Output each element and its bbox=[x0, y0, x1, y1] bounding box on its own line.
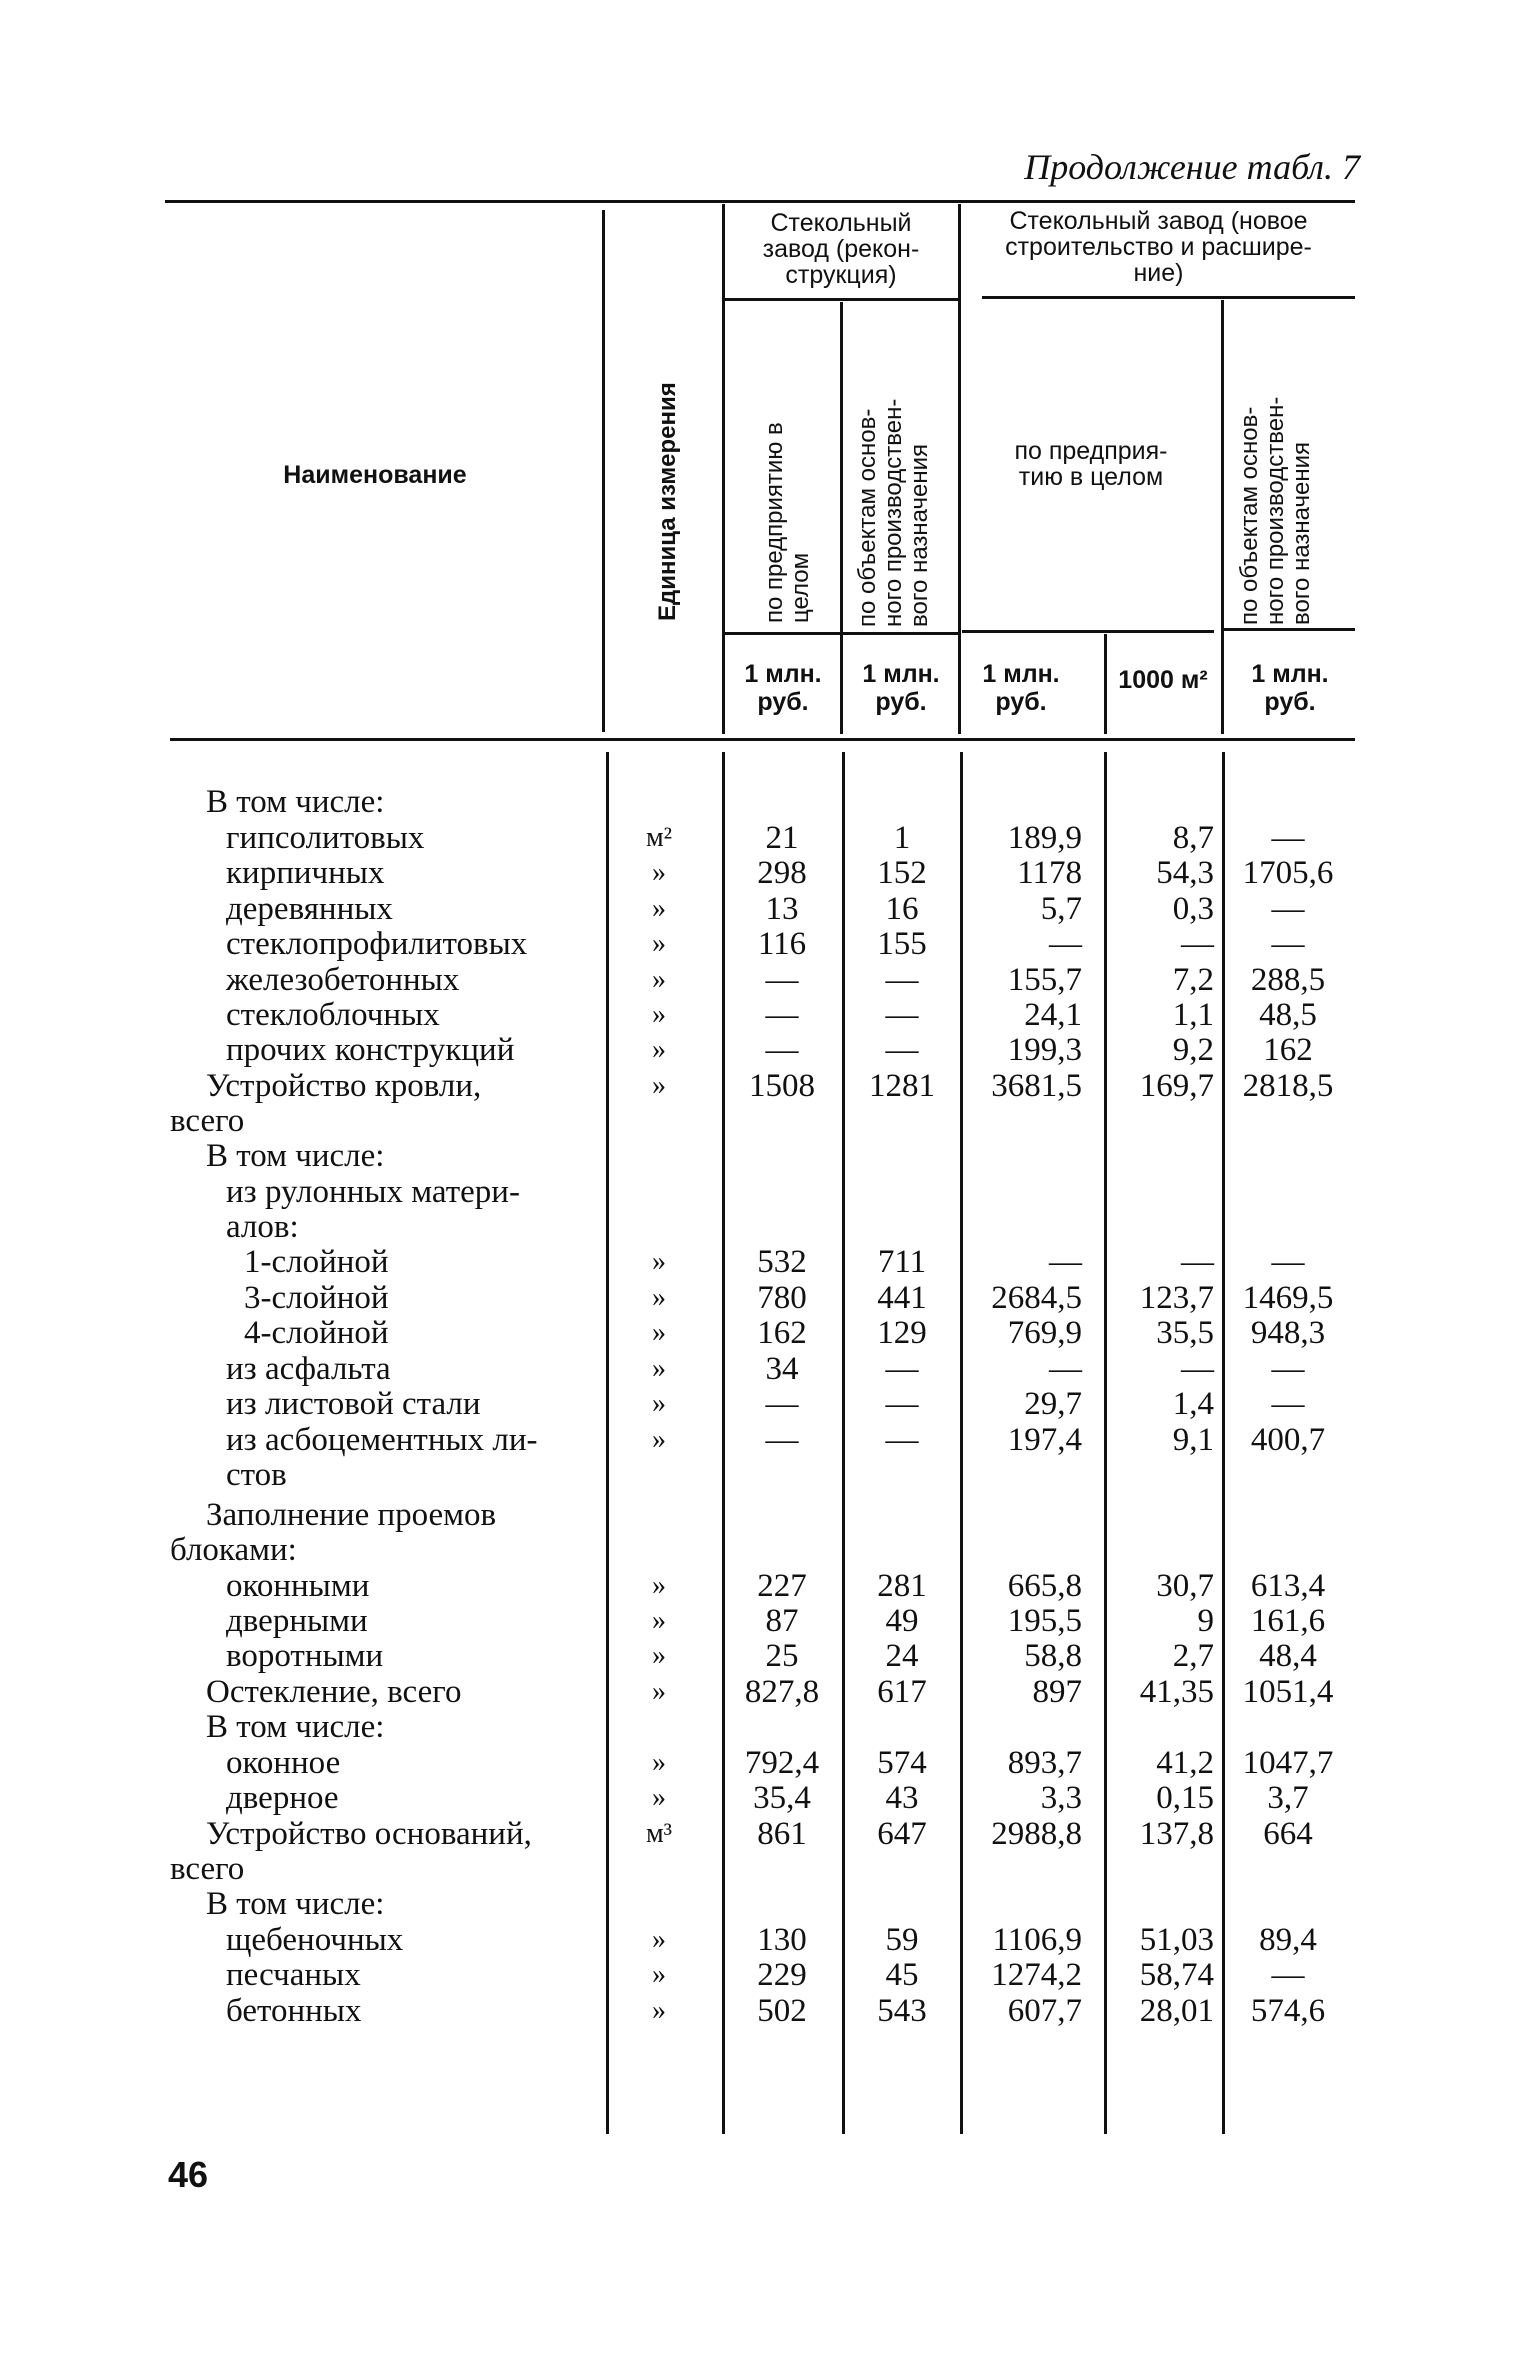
row-name: оконное bbox=[226, 1745, 341, 1781]
row-name: из рулонных матери- bbox=[226, 1174, 520, 1210]
row-name: стов bbox=[226, 1457, 287, 1493]
row-value-2: 155 bbox=[877, 926, 927, 962]
table-row bbox=[0, 1780, 1536, 1816]
row-unit: м² bbox=[645, 822, 673, 853]
row-value-2: — bbox=[885, 1032, 919, 1068]
header-vline-g2 bbox=[958, 204, 961, 734]
row-name: Остекление, всего bbox=[206, 1674, 462, 1710]
row-name: В том числе: bbox=[206, 784, 385, 820]
row-value-5: 48,5 bbox=[1259, 997, 1317, 1033]
row-unit: » bbox=[652, 964, 666, 995]
group2-underline bbox=[982, 296, 1355, 299]
group2-header: Стекольный завод (новое строительство и расшире- ние) bbox=[1005, 207, 1312, 287]
row-value-2: 617 bbox=[877, 1674, 927, 1710]
row-value-1: 532 bbox=[757, 1244, 807, 1280]
row-value-5: 1705,6 bbox=[1242, 855, 1334, 891]
row-unit: » bbox=[652, 999, 666, 1030]
row-value-4: 41,35 bbox=[1139, 1674, 1214, 1710]
row-unit: » bbox=[652, 1570, 666, 1601]
row-value-1: 21 bbox=[765, 820, 799, 856]
row-value-2: 45 bbox=[885, 1957, 919, 1993]
row-value-4: 58,74 bbox=[1139, 1957, 1214, 1993]
table-row bbox=[0, 1497, 1536, 1533]
row-unit: » bbox=[652, 1070, 666, 1101]
table-row bbox=[0, 1957, 1536, 1993]
header-bottom-rule bbox=[170, 738, 1355, 741]
row-unit: » bbox=[652, 1246, 666, 1277]
table-row bbox=[0, 1851, 1536, 1887]
row-value-2: 647 bbox=[877, 1816, 927, 1852]
row-value-1: 298 bbox=[757, 855, 807, 891]
row-value-2: 59 bbox=[885, 1922, 919, 1958]
table-caption: Продолжение табл. 7 bbox=[1024, 147, 1360, 187]
row-value-2: 24 bbox=[885, 1638, 919, 1674]
table-row bbox=[0, 1886, 1536, 1922]
table-row bbox=[0, 1568, 1536, 1604]
row-name: В том числе: bbox=[206, 1138, 385, 1174]
unit-header-5: 1 млн. руб. bbox=[1251, 660, 1329, 716]
row-value-1: 130 bbox=[757, 1922, 807, 1958]
row-value-3: 5,7 bbox=[1040, 891, 1082, 927]
row-name: стеклопрофилитовых bbox=[226, 926, 528, 962]
row-value-1: — bbox=[765, 1386, 799, 1422]
g1-sub2-header: по объектам основ- ного производствен- вого назначения bbox=[854, 398, 933, 627]
group1-header: Стекольный завод (рекон- струкция) bbox=[762, 209, 920, 289]
row-unit: » bbox=[652, 1353, 666, 1384]
unit-header-2: 1 млн. руб. bbox=[862, 660, 940, 716]
row-value-4: 2,7 bbox=[1172, 1638, 1214, 1674]
row-value-5: 664 bbox=[1263, 1816, 1313, 1852]
row-value-2: 1281 bbox=[869, 1068, 935, 1104]
row-value-1: 35,4 bbox=[753, 1780, 811, 1816]
row-unit: » bbox=[652, 1605, 666, 1636]
row-value-2: 441 bbox=[877, 1280, 927, 1316]
row-unit: м³ bbox=[645, 1818, 673, 1849]
row-value-1: 227 bbox=[757, 1568, 807, 1604]
row-unit: » bbox=[652, 1424, 666, 1455]
row-value-2: — bbox=[885, 1422, 919, 1458]
table-row bbox=[0, 1532, 1536, 1568]
row-unit: » bbox=[652, 1388, 666, 1419]
row-value-5: 48,4 bbox=[1259, 1638, 1317, 1674]
row-value-3: 897 bbox=[1032, 1674, 1082, 1710]
row-value-1: 25 bbox=[765, 1638, 799, 1674]
table-row bbox=[0, 855, 1536, 891]
row-value-3: 197,4 bbox=[1007, 1422, 1082, 1458]
row-value-4: 54,3 bbox=[1156, 855, 1214, 891]
row-value-3: — bbox=[1049, 1244, 1082, 1280]
row-name: 3-слойной bbox=[244, 1280, 389, 1316]
row-value-1: 861 bbox=[757, 1816, 807, 1852]
row-value-2: 49 bbox=[885, 1603, 919, 1639]
table-row bbox=[0, 1993, 1536, 2029]
row-unit: » bbox=[652, 1782, 666, 1813]
row-value-4: — bbox=[1181, 1244, 1214, 1280]
row-value-1: 162 bbox=[757, 1315, 807, 1351]
row-name: 4-слойной bbox=[244, 1315, 389, 1351]
table-row bbox=[0, 1674, 1536, 1710]
table-row bbox=[0, 1068, 1536, 1104]
row-value-2: 1 bbox=[893, 820, 911, 856]
table-row bbox=[0, 784, 1536, 820]
row-value-4: 8,7 bbox=[1172, 820, 1214, 856]
row-value-4: 1,1 bbox=[1172, 997, 1214, 1033]
row-value-3: 189,9 bbox=[1007, 820, 1082, 856]
row-value-4: 51,03 bbox=[1139, 1922, 1214, 1958]
unit-header-4: 1000 м² bbox=[1118, 666, 1208, 694]
row-value-3: 195,5 bbox=[1007, 1603, 1082, 1639]
table-row bbox=[0, 1816, 1536, 1852]
row-value-5: 288,5 bbox=[1250, 962, 1326, 998]
row-name: В том числе: bbox=[206, 1709, 385, 1745]
table-row bbox=[0, 1603, 1536, 1639]
row-value-5: 161,6 bbox=[1250, 1603, 1326, 1639]
row-value-3: 665,8 bbox=[1007, 1568, 1082, 1604]
g2-sub1-header: по предприя- тию в целом bbox=[1014, 437, 1168, 491]
row-value-3: 607,7 bbox=[1007, 1993, 1082, 2029]
row-value-1: 502 bbox=[757, 1993, 807, 2029]
row-value-4: 9 bbox=[1197, 1603, 1214, 1639]
table-row bbox=[0, 1138, 1536, 1174]
row-value-3: 3,3 bbox=[1040, 1780, 1082, 1816]
row-value-2: 574 bbox=[877, 1745, 927, 1781]
row-value-2: — bbox=[885, 997, 919, 1033]
row-value-1: 827,8 bbox=[744, 1674, 820, 1710]
row-name: всего bbox=[170, 1103, 245, 1139]
row-value-5: — bbox=[1271, 891, 1305, 927]
row-name: из асфальта bbox=[226, 1351, 391, 1387]
row-value-1: — bbox=[765, 962, 799, 998]
row-value-1: 34 bbox=[765, 1351, 799, 1387]
row-value-4: 7,2 bbox=[1172, 962, 1214, 998]
header-vline-name bbox=[602, 210, 605, 732]
row-unit: » bbox=[652, 1676, 666, 1707]
row-value-3: 199,3 bbox=[1007, 1032, 1082, 1068]
table-row bbox=[0, 1351, 1536, 1387]
table-row bbox=[0, 926, 1536, 962]
header-top-rule bbox=[165, 200, 1355, 203]
row-name: воротными bbox=[226, 1638, 384, 1674]
table-row bbox=[0, 1280, 1536, 1316]
row-name: из листовой стали bbox=[226, 1386, 481, 1422]
table-row bbox=[0, 891, 1536, 927]
row-value-5: 613,4 bbox=[1250, 1568, 1326, 1604]
row-value-3: 24,1 bbox=[1024, 997, 1082, 1033]
row-value-4: — bbox=[1181, 926, 1214, 962]
row-value-5: 89,4 bbox=[1259, 1922, 1317, 1958]
row-name: песчаных bbox=[226, 1957, 361, 1993]
row-value-4: 41,2 bbox=[1156, 1745, 1214, 1781]
row-name: деревянных bbox=[226, 891, 393, 927]
row-value-3: 2684,5 bbox=[991, 1280, 1082, 1316]
row-name: Заполнение проемов bbox=[206, 1497, 497, 1533]
row-value-2: — bbox=[885, 962, 919, 998]
table-row bbox=[0, 1209, 1536, 1245]
row-name: всего bbox=[170, 1851, 245, 1887]
row-value-5: 1051,4 bbox=[1242, 1674, 1334, 1710]
row-unit: » bbox=[652, 1034, 666, 1065]
row-value-2: — bbox=[885, 1351, 919, 1387]
row-unit: » bbox=[652, 1640, 666, 1671]
row-value-5: 162 bbox=[1263, 1032, 1313, 1068]
table-row bbox=[0, 1422, 1536, 1458]
units-rule-3 bbox=[1224, 628, 1355, 631]
table-row bbox=[0, 1922, 1536, 1958]
row-value-2: 16 bbox=[885, 891, 919, 927]
table-row bbox=[0, 962, 1536, 998]
table-row bbox=[0, 997, 1536, 1033]
table-row bbox=[0, 820, 1536, 856]
row-name: прочих конструкций bbox=[226, 1032, 515, 1068]
header-vline-g2b bbox=[1221, 300, 1224, 734]
unit-column-header: Единица измерения bbox=[654, 382, 681, 621]
row-value-2: 152 bbox=[877, 855, 927, 891]
row-unit: » bbox=[652, 1747, 666, 1778]
row-value-3: 1274,2 bbox=[991, 1957, 1082, 1993]
row-value-5: — bbox=[1271, 1244, 1305, 1280]
row-value-3: — bbox=[1049, 926, 1082, 962]
row-value-5: 2818,5 bbox=[1242, 1068, 1334, 1104]
row-value-3: 769,9 bbox=[1007, 1315, 1082, 1351]
g1-sub1-header: по предприятию в целом bbox=[761, 422, 814, 623]
row-value-1: 1508 bbox=[749, 1068, 815, 1104]
row-value-4: 137,8 bbox=[1139, 1816, 1214, 1852]
row-name: дверное bbox=[226, 1780, 339, 1816]
row-unit: » bbox=[652, 928, 666, 959]
row-value-3: 3681,5 bbox=[991, 1068, 1082, 1104]
row-value-5: 3,7 bbox=[1267, 1780, 1309, 1816]
row-value-4: — bbox=[1181, 1351, 1214, 1387]
table-row bbox=[0, 1386, 1536, 1422]
row-name: оконными bbox=[226, 1568, 370, 1604]
row-name: Устройство кровли, bbox=[206, 1068, 482, 1104]
row-value-2: 711 bbox=[877, 1244, 927, 1280]
row-name: дверными bbox=[226, 1603, 368, 1639]
row-value-4: 1,4 bbox=[1172, 1386, 1214, 1422]
g2-sub2-header: по объектам основ- ного производствен- вого назначения bbox=[1236, 396, 1315, 625]
row-name: щебеночных bbox=[226, 1922, 404, 1958]
row-value-3: 29,7 bbox=[1024, 1386, 1082, 1422]
row-value-5: — bbox=[1271, 1957, 1305, 1993]
row-value-1: — bbox=[765, 1422, 799, 1458]
row-value-5: — bbox=[1271, 820, 1305, 856]
row-name: гипсолитовых bbox=[226, 820, 425, 856]
row-value-5: — bbox=[1271, 1386, 1305, 1422]
row-value-3: — bbox=[1049, 1351, 1082, 1387]
row-value-1: — bbox=[765, 1032, 799, 1068]
row-value-5: 948,3 bbox=[1250, 1315, 1326, 1351]
row-value-5: 400,7 bbox=[1250, 1422, 1326, 1458]
row-value-5: — bbox=[1271, 926, 1305, 962]
row-value-2: 281 bbox=[877, 1568, 927, 1604]
row-value-4: 28,01 bbox=[1139, 1993, 1214, 2029]
row-value-5: 1469,5 bbox=[1242, 1280, 1334, 1316]
row-value-1: 13 bbox=[765, 891, 799, 927]
table-row bbox=[0, 1315, 1536, 1351]
row-unit: » bbox=[652, 1995, 666, 2026]
row-name: Устройство оснований, bbox=[206, 1816, 532, 1852]
table-row bbox=[0, 1103, 1536, 1139]
row-value-5: 574,6 bbox=[1250, 1993, 1326, 2029]
row-value-2: 43 bbox=[885, 1780, 919, 1816]
table-row bbox=[0, 1244, 1536, 1280]
page-number: 46 bbox=[168, 2154, 209, 2195]
row-value-3: 1106,9 bbox=[992, 1922, 1082, 1958]
row-unit: » bbox=[652, 1282, 666, 1313]
row-value-3: 58,8 bbox=[1024, 1638, 1082, 1674]
table-row bbox=[0, 1709, 1536, 1745]
row-value-3: 893,7 bbox=[1007, 1745, 1082, 1781]
row-value-5: — bbox=[1271, 1351, 1305, 1387]
row-value-1: 116 bbox=[757, 926, 807, 962]
row-value-2: 129 bbox=[877, 1315, 927, 1351]
table-row bbox=[0, 1457, 1536, 1493]
group1-underline bbox=[722, 298, 958, 301]
row-value-1: 229 bbox=[757, 1957, 807, 1993]
row-unit: » bbox=[652, 1924, 666, 1955]
row-value-4: 9,2 bbox=[1172, 1032, 1214, 1068]
row-value-4: 0,15 bbox=[1156, 1780, 1214, 1816]
row-name: кирпичных bbox=[226, 855, 385, 891]
row-value-5: 1047,7 bbox=[1242, 1745, 1334, 1781]
row-unit: » bbox=[652, 1317, 666, 1348]
table-row bbox=[0, 1638, 1536, 1674]
row-value-2: — bbox=[885, 1386, 919, 1422]
row-value-4: 35,5 bbox=[1156, 1315, 1214, 1351]
header-vline-g1 bbox=[840, 302, 843, 734]
row-name: блоками: bbox=[170, 1532, 297, 1568]
row-value-4: 123,7 bbox=[1139, 1280, 1214, 1316]
unit-header-3: 1 млн. руб. bbox=[982, 660, 1060, 716]
row-name: алов: bbox=[226, 1209, 299, 1245]
units-rule-2 bbox=[962, 630, 1214, 633]
row-value-3: 1178 bbox=[1017, 855, 1082, 891]
row-value-1: 780 bbox=[757, 1280, 807, 1316]
row-value-1: 87 bbox=[765, 1603, 799, 1639]
row-name: железобетонных bbox=[226, 962, 460, 998]
row-value-4: 169,7 bbox=[1139, 1068, 1214, 1104]
row-value-4: 9,1 bbox=[1172, 1422, 1214, 1458]
row-name: стеклоблочных bbox=[226, 997, 440, 1033]
row-name: 1-слойной bbox=[244, 1244, 389, 1280]
row-value-3: 2988,8 bbox=[991, 1816, 1082, 1852]
row-value-1: — bbox=[765, 997, 799, 1033]
unit-header-1: 1 млн. руб. bbox=[744, 660, 822, 716]
name-column-header: Наименование bbox=[283, 461, 467, 489]
row-name: В том числе: bbox=[206, 1886, 385, 1922]
table-row bbox=[0, 1174, 1536, 1210]
row-value-1: 792,4 bbox=[744, 1745, 820, 1781]
row-unit: » bbox=[652, 857, 666, 888]
row-unit: » bbox=[652, 893, 666, 924]
row-unit: » bbox=[652, 1959, 666, 1990]
table-row bbox=[0, 1745, 1536, 1781]
row-value-3: 155,7 bbox=[1007, 962, 1082, 998]
row-name: из асбоцементных ли- bbox=[226, 1422, 538, 1458]
row-value-2: 543 bbox=[877, 1993, 927, 2029]
row-name: бетонных bbox=[226, 1993, 362, 2029]
row-value-4: 30,7 bbox=[1156, 1568, 1214, 1604]
row-value-4: 0,3 bbox=[1172, 891, 1214, 927]
table-row bbox=[0, 1032, 1536, 1068]
